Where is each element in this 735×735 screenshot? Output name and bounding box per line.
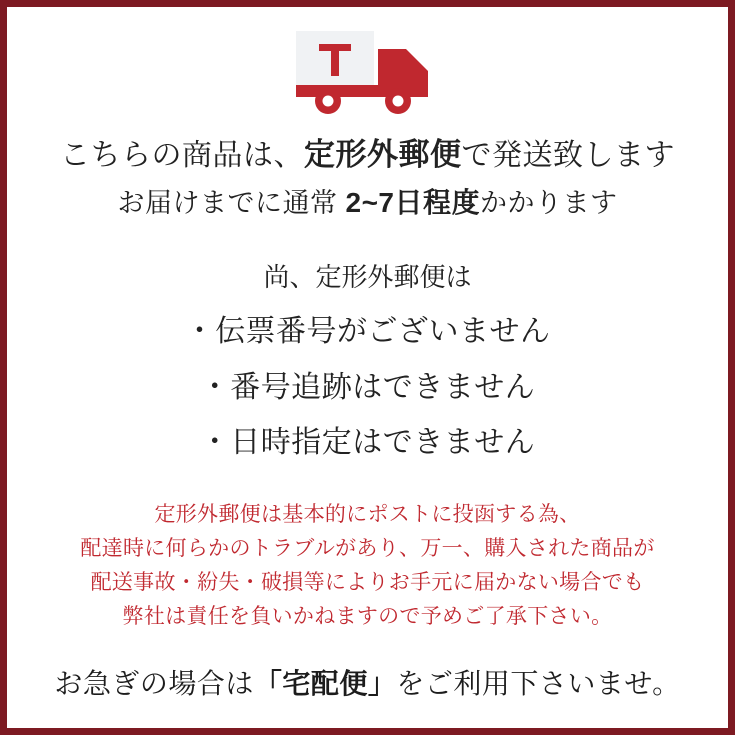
sub-heading: 尚、定形外郵便は	[263, 261, 472, 292]
closing-pre: お急ぎの場合は	[54, 667, 254, 699]
intro-line-2-pre: お届けまでに通常	[117, 187, 346, 218]
caution-line: 配達時に何らかのトラブルがあり、万一、購入された商品が	[80, 536, 655, 560]
border-right	[728, 0, 735, 735]
intro-line-1-pre: こちらの商品は、	[60, 139, 304, 172]
intro-line-1	[60, 136, 675, 175]
closing-line	[54, 666, 680, 701]
caution-line: 配送事故・紛失・破損等によりお手元に届かない場合でも	[90, 570, 645, 594]
intro-line-2-emphasis: 2~7日程度	[345, 186, 480, 218]
border-left	[0, 0, 7, 735]
closing-post: をご利用下さいませ。	[396, 667, 681, 699]
caution-line: 定形外郵便は基本的にポストに投函する為、	[154, 502, 581, 526]
caution-text	[80, 498, 654, 634]
intro-line-1-emphasis: 定形外郵便	[304, 137, 462, 172]
closing-emphasis: 「宅配便」	[253, 667, 397, 699]
list-item: ・日時指定はできません	[199, 426, 536, 459]
list-item: ・番号追跡はできません	[199, 370, 536, 404]
intro-line-2	[117, 185, 617, 221]
postal-truck-icon	[288, 26, 448, 118]
intro-line-1-post: で発送致します	[461, 139, 675, 172]
border-top	[0, 0, 735, 7]
list-item: ・伝票番号がございません	[184, 315, 551, 348]
caution-line: 弊社は責任を負いかねますので予めご了承下さい。	[122, 604, 613, 628]
intro-line-2-post: かかります	[480, 187, 618, 218]
border-bottom	[0, 728, 735, 735]
